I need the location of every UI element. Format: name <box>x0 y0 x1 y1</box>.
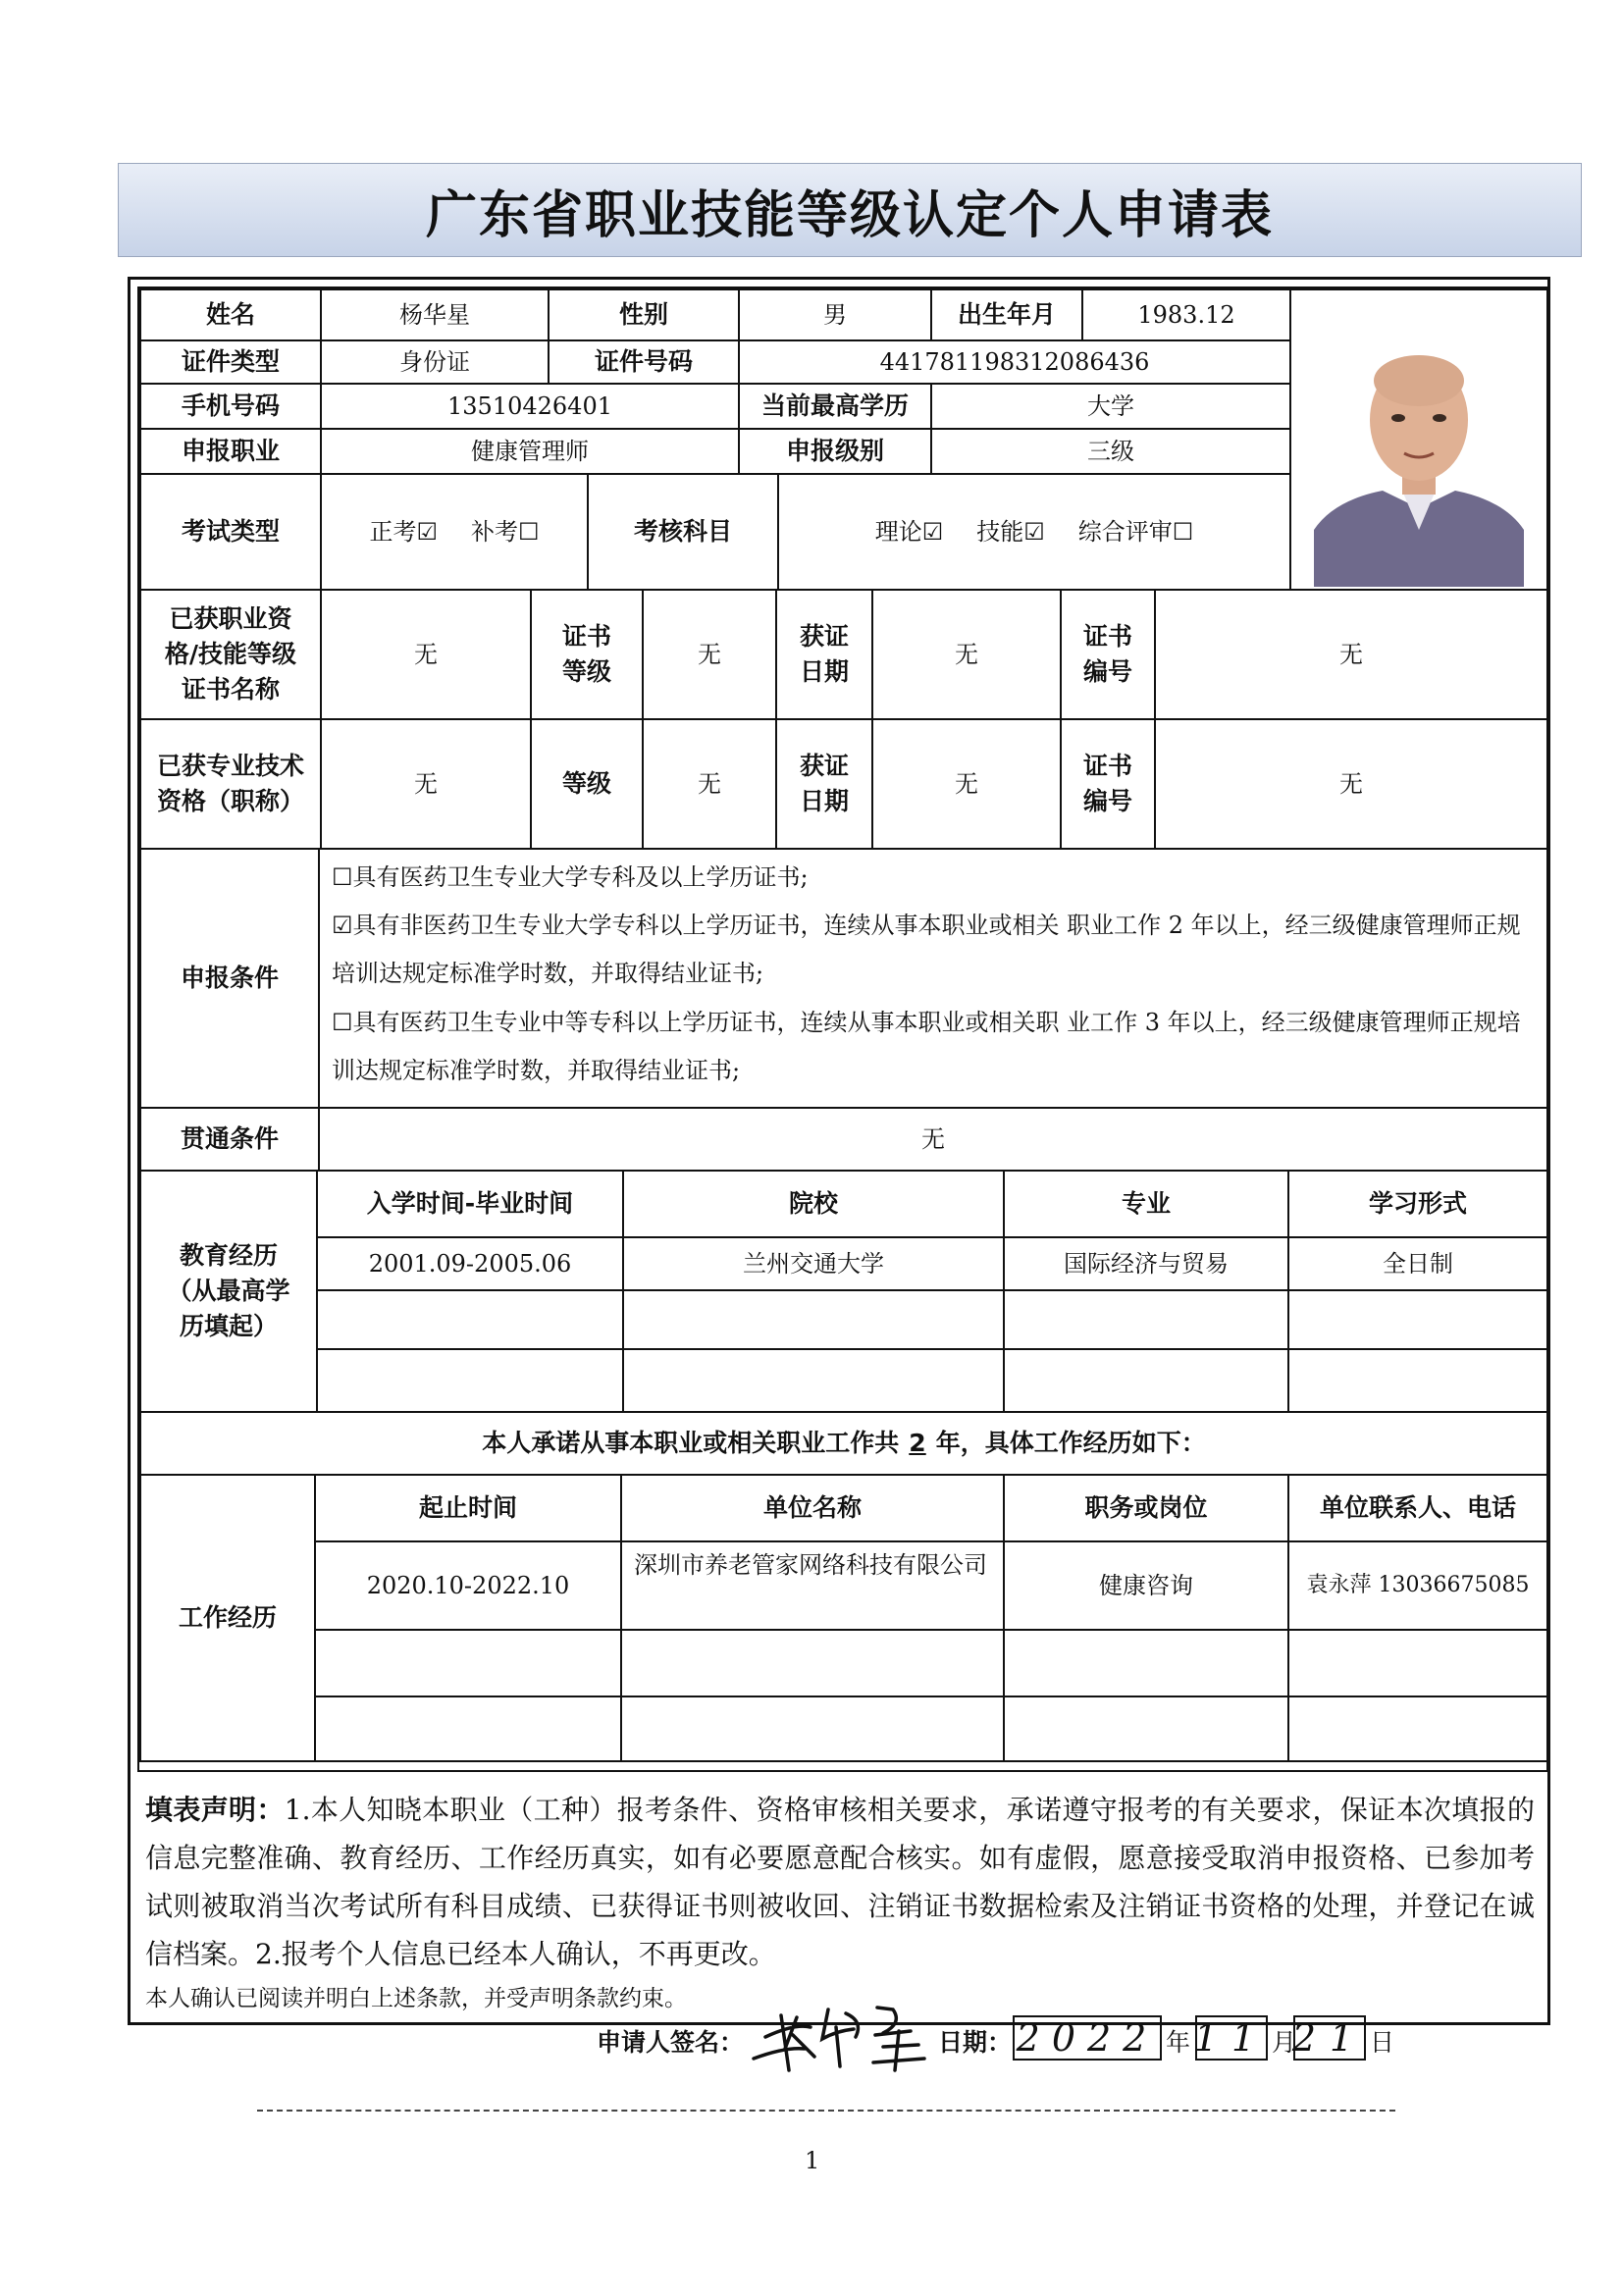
education-level-label: 当前最高学历 <box>738 383 932 430</box>
education-empty-cell <box>316 1348 624 1413</box>
education-header-major: 专业 <box>1003 1170 1289 1238</box>
work-empty-cell <box>1003 1629 1289 1697</box>
signature-label: 申请人签名： <box>597 2028 745 2057</box>
professional-grade-value: 无 <box>642 718 777 850</box>
education-school: 兰州交通大学 <box>622 1236 1005 1291</box>
education-empty-cell <box>1003 1289 1289 1350</box>
work-commitment-after: 年，具体工作经历如下： <box>935 1428 1206 1457</box>
education-level-value: 大学 <box>930 383 1291 430</box>
certificate-name-value: 无 <box>320 589 532 720</box>
declaration-label: 填表声明： <box>145 1794 285 1826</box>
education-period: 2001.09-2005.06 <box>316 1236 624 1291</box>
date-year: 2022 <box>1013 2015 1162 2061</box>
certificate-level-value: 无 <box>642 589 777 720</box>
work-label: 工作经历 <box>139 1474 316 1762</box>
work-header-position: 职务或岗位 <box>1003 1474 1289 1542</box>
exam-type-options <box>320 473 589 591</box>
conditions-label: 申报条件 <box>139 848 320 1109</box>
professional-number-value: 无 <box>1154 718 1548 850</box>
declaration-text: 1.本人知晓本职业（工种）报考条件、资格审核相关要求，承诺遵守报考的有关要求，保证本次填报的信息完整准确、教育经历、工作经历真实，如有必要愿意配合核实。如有虚假，愿意接受取消申报资格、已参加考试则被取消当次考试所有科目成绩、已获得证书则被收回、注销证书数据检索及注销证书资格的处理，并登记在诚信档案。2.报考个人信息已经本人确认，不再更改。 <box>145 1794 1535 1970</box>
phone-value: 13510426401 <box>320 383 740 430</box>
level-value: 三级 <box>930 428 1291 475</box>
condition-option-1[interactable]: ☐具有医药卫生专业大学专科及以上学历证书; <box>332 863 809 891</box>
work-period: 2020.10-2022.10 <box>314 1540 622 1631</box>
education-empty-cell <box>622 1348 1005 1413</box>
occupation-label: 申报职业 <box>139 428 322 475</box>
id-number-value: 441781198312086436 <box>738 339 1291 385</box>
work-header-employer: 单位名称 <box>620 1474 1005 1542</box>
occupation-value: 健康管理师 <box>320 428 740 475</box>
gender-label: 性别 <box>548 288 740 341</box>
level-label: 申报级别 <box>738 428 932 475</box>
exam-type-label: 考试类型 <box>139 473 322 591</box>
applicant-photo <box>1314 334 1524 587</box>
work-empty-cell <box>1287 1629 1548 1697</box>
work-empty-cell <box>1287 1696 1548 1762</box>
work-empty-cell <box>620 1696 1005 1762</box>
professional-date-label: 获证日期 <box>775 718 873 850</box>
conditions-list <box>332 854 1527 1095</box>
applicant-photo-svg <box>1314 334 1524 587</box>
work-commitment <box>139 1411 1548 1476</box>
through-label: 贯通条件 <box>139 1107 320 1172</box>
page-number: 1 <box>805 2147 820 2174</box>
exam-type-formal-checkbox[interactable]: 正考☑ <box>369 517 438 546</box>
education-header-mode: 学习形式 <box>1287 1170 1548 1238</box>
name-label: 姓名 <box>139 288 322 341</box>
work-commitment-before: 本人承诺从事本职业或相关职业工作共 <box>482 1428 900 1457</box>
condition-option-2[interactable]: ☑具有非医药卫生专业大学专科以上学历证书，连续从事本职业或相关 职业工作 2 年以上，经三级健康管理师正规培训达规定标准学时数，并取得结业证书; <box>332 912 1521 988</box>
education-label: 教育经历（从最高学历填起） <box>139 1170 318 1413</box>
subject-theory-checkbox[interactable]: 理论☑ <box>874 517 944 546</box>
subject-skill-checkbox[interactable]: 技能☑ <box>976 517 1045 546</box>
subjects-label: 考核科目 <box>587 473 779 591</box>
date-month: 11 <box>1193 2016 1270 2060</box>
certificate-number-label: 证书编号 <box>1060 589 1156 720</box>
signature-svg <box>746 1988 942 2076</box>
education-major: 国际经济与贸易 <box>1003 1236 1289 1291</box>
work-empty-cell <box>314 1629 622 1697</box>
education-empty-cell <box>1287 1348 1548 1413</box>
work-header-period: 起止时间 <box>314 1474 622 1542</box>
exam-type-makeup-checkbox[interactable]: 补考☐ <box>471 517 540 546</box>
date-label: 日期： <box>938 2028 1013 2057</box>
id-type-label: 证件类型 <box>139 339 322 385</box>
education-empty-cell <box>316 1289 624 1350</box>
form-title: 广东省职业技能等级认定个人申请表 <box>425 185 1274 245</box>
birth-value: 1983.12 <box>1081 288 1291 341</box>
professional-title-label: 已获专业技术资格（职称） <box>139 718 322 850</box>
certificate-name-label: 已获职业资格/技能等级证书名称 <box>139 589 322 720</box>
condition-option-3[interactable]: ☐具有医药卫生专业中等专科以上学历证书，连续从事本职业或相关职 业工作 3 年以上，经三级健康管理师正规培训达规定标准学时数，并取得结业证书; <box>332 1008 1521 1084</box>
professional-grade-label: 等级 <box>530 718 644 850</box>
date-month-unit: 月 <box>1272 2028 1297 2057</box>
name-value: 杨华星 <box>320 288 550 341</box>
date-day: 21 <box>1291 2016 1368 2060</box>
certificate-level-label: 证书等级 <box>530 589 644 720</box>
subjects-options <box>777 473 1291 591</box>
gender-value: 男 <box>738 288 932 341</box>
through-value: 无 <box>318 1107 1548 1172</box>
work-employer: 深圳市养老管家网络科技有限公司 <box>620 1540 1005 1631</box>
education-empty-cell <box>1287 1289 1548 1350</box>
certificate-date-label: 获证日期 <box>775 589 873 720</box>
birth-label: 出生年月 <box>930 288 1083 341</box>
phone-label: 手机号码 <box>139 383 322 430</box>
certificate-number-value: 无 <box>1154 589 1548 720</box>
signature-handwriting <box>746 1988 942 2076</box>
work-contact: 袁永萍 13036675085 <box>1287 1540 1548 1631</box>
work-commitment-years: 2 <box>909 1428 926 1457</box>
date-year-unit: 年 <box>1166 2028 1191 2057</box>
form-title-bar <box>118 163 1582 257</box>
work-empty-cell <box>620 1629 1005 1697</box>
education-mode: 全日制 <box>1287 1236 1548 1291</box>
work-empty-cell <box>1003 1696 1289 1762</box>
work-header-contact: 单位联系人、电话 <box>1287 1474 1548 1542</box>
education-header-period: 入学时间-毕业时间 <box>316 1170 624 1238</box>
confirmation-text: 本人确认已阅读并明白上述条款，并受声明条款约束。 <box>145 1986 687 2011</box>
id-type-value: 身份证 <box>320 339 550 385</box>
declaration <box>145 1786 1535 1978</box>
education-empty-cell <box>622 1289 1005 1350</box>
date-day-unit: 日 <box>1370 2028 1395 2057</box>
subject-review-checkbox[interactable]: 综合评审☐ <box>1077 517 1194 546</box>
certificate-date-value: 无 <box>871 589 1062 720</box>
id-number-label: 证件号码 <box>548 339 740 385</box>
work-position: 健康咨询 <box>1003 1540 1289 1631</box>
work-empty-cell <box>314 1696 622 1762</box>
professional-number-label: 证书编号 <box>1060 718 1156 850</box>
education-header-school: 院校 <box>622 1170 1005 1238</box>
education-empty-cell <box>1003 1348 1289 1413</box>
footer-divider <box>257 2110 1395 2112</box>
professional-date-value: 无 <box>871 718 1062 850</box>
professional-title-value: 无 <box>320 718 532 850</box>
